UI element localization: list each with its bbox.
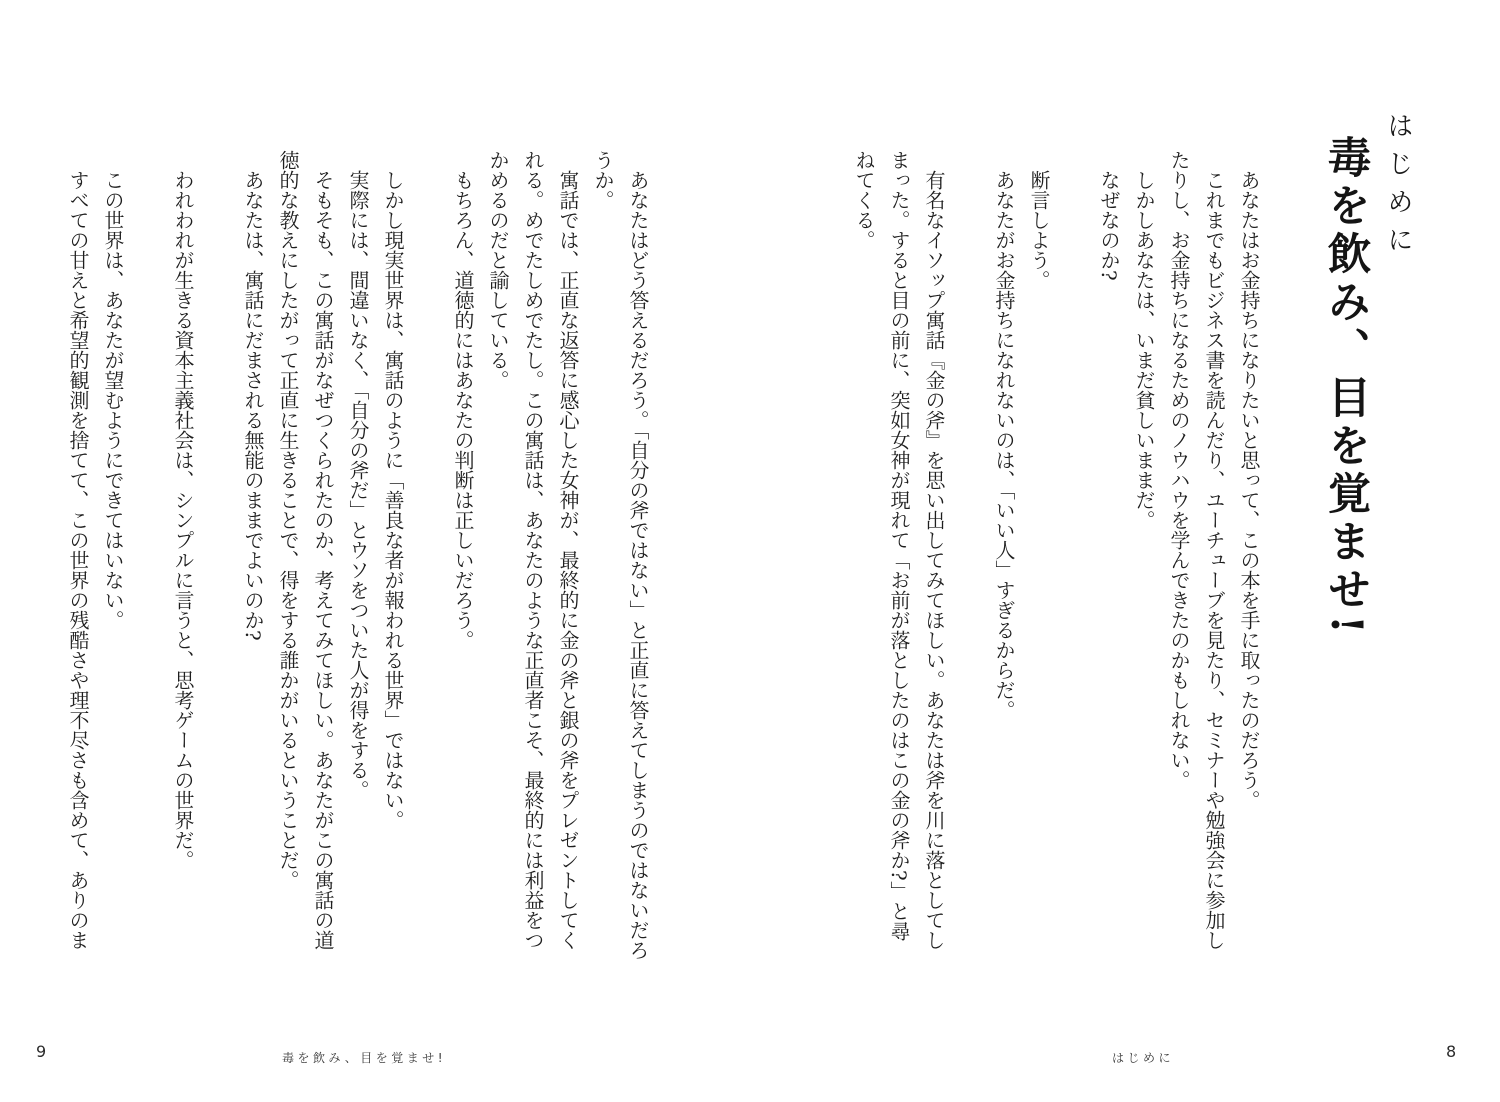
paragraph: しかしあなたは、いまだ貧しいままだ。 xyxy=(1132,170,1156,530)
paragraph: われわれが生きる資本主義社会は、シンプルに言うと、思考ゲームの世界だ。 xyxy=(171,170,195,870)
paragraph: あなたがお金持ちになれないのは、「いい人」すぎるからだ。 xyxy=(992,170,1016,720)
page-right xyxy=(750,0,1500,1102)
paragraph: 実際には、間違いなく、「自分の斧だ」とウソをついた人が得をする。 xyxy=(346,170,370,800)
paragraph: あなたはどう答えるだろう。「自分の斧ではない」と正直に答えてしまうのではないだろうか。 xyxy=(591,150,650,960)
paragraph: そもそも、この寓話がなぜつくられたのか、考えてみてほしい。あなたがこの寓話の道徳的な教えにしたがって正直に生きることで、得をする誰かがいるということだ。 xyxy=(276,150,335,950)
page-number-right: 8 xyxy=(1446,1042,1457,1061)
chapter-pretitle: はじめに xyxy=(1383,112,1413,264)
running-title-right: はじめに xyxy=(1112,1051,1175,1065)
paragraph: もちろん、道徳的にはあなたの判断は正しいだろう。 xyxy=(451,170,475,650)
paragraph: すべての甘えと希望的観測を捨てて、この世界の残酷さや理不尽さも含めて、ありのま xyxy=(66,170,90,950)
chapter-heading xyxy=(1320,112,1413,639)
paragraph: 有名なイソップ寓話『金の斧』を思い出してみてほしい。あなたは斧を川に落としてしまった。すると目の前に、突如女神が現れて「お前が落としたのはこの金の斧か?」と尋ねてくる。 xyxy=(852,150,946,950)
paragraph: 寓話では、正直な返答に感心した女神が、最終的に金の斧と銀の斧をプレゼントしてくれる。めでたしめでたし。この寓話は、あなたのような正直者こそ、最終的には利益をつかめるのだと諭している。 xyxy=(486,150,580,950)
page-number-left: 9 xyxy=(36,1042,47,1061)
paragraph: あなたはお金持ちになりたいと思って、この本を手に取ったのだろう。 xyxy=(1237,170,1261,810)
left-page-body xyxy=(60,150,655,960)
running-title-left: 毒を飲み、目を覚ませ! xyxy=(282,1051,447,1065)
paragraph: これまでもビジネス書を読んだり、ユーチューブを見たり、セミナーや勉強会に参加したりし、お金持ちになるためのノウハウを学んできたのかもしれない。 xyxy=(1167,150,1226,950)
paragraph: あなたは、寓話にだまされる無能のままでよいのか? xyxy=(241,170,265,641)
paragraph: なぜなのか? xyxy=(1097,170,1121,281)
paragraph: この世界は、あなたが望むようにできてはいない。 xyxy=(101,170,125,630)
right-page-body xyxy=(846,150,1266,960)
chapter-title: 毒を飲み、目を覚ませ! xyxy=(1321,135,1371,639)
paragraph: しかし現実世界は、寓話のように「善良な者が報われる世界」ではない。 xyxy=(381,170,405,830)
paragraph: 断言しよう。 xyxy=(1027,170,1051,290)
